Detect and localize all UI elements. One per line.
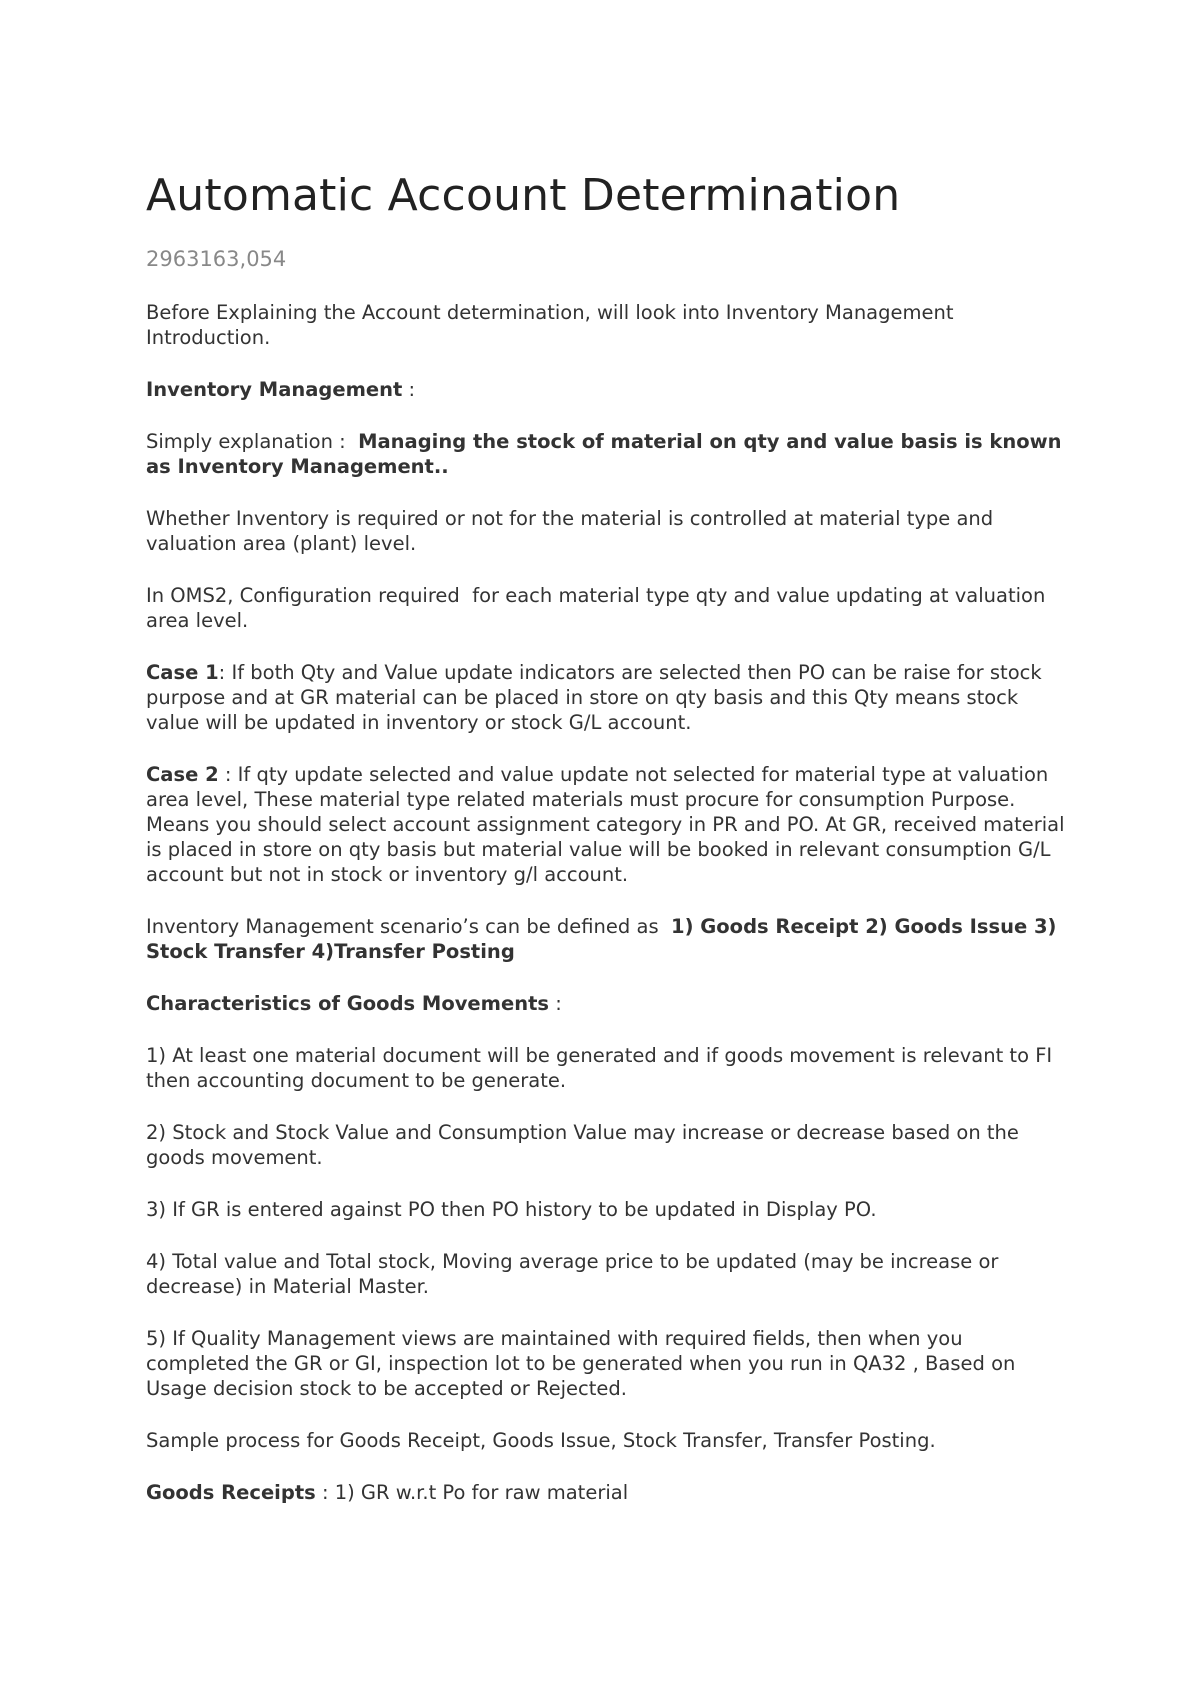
scenarios-paragraph	[146, 914, 1066, 964]
characteristics-suffix: :	[549, 991, 562, 1015]
simple-explanation-bold: Managing the stock of material on qty and value basis is known as Inventory Management..	[146, 429, 1062, 478]
case2-label: Case 2	[146, 762, 219, 786]
goods-receipts-paragraph	[146, 1480, 1066, 1505]
document-page	[146, 170, 1066, 1532]
characteristic-item: 3) If GR is entered against PO then PO history to be updated in Display PO.	[146, 1197, 877, 1221]
characteristics-heading: Characteristics of Goods Movements	[146, 991, 550, 1015]
scenarios-bold: 1) Goods Receipt 2) Goods Issue 3) Stock Transfer 4)Transfer Posting	[146, 914, 1057, 963]
document-number: 2963163,054	[146, 246, 287, 271]
inventory-heading-suffix: :	[402, 377, 416, 401]
goods-receipts-text: : 1) GR w.r.t Po for raw material	[315, 1480, 629, 1504]
characteristic-item: 2) Stock and Stock Value and Consumption Value may increase or decrease based on the goods movement.	[146, 1120, 1019, 1169]
characteristics-heading-paragraph	[146, 991, 1066, 1016]
document-title: Automatic Account Determination	[146, 170, 901, 221]
inventory-heading: Inventory Management	[146, 377, 403, 401]
scenarios-text: Inventory Management scenario’s can be defined as	[146, 914, 671, 938]
characteristic-item: 5) If Quality Management views are maintained with required fields, then when you completed the GR or GI, inspection lot to be generated when you run in QA32 , Based on Usage decision stock to be accepted or Rejected.	[146, 1326, 1016, 1400]
case1-label: Case 1	[146, 660, 219, 684]
case2-text: : If qty update selected and value update not selected for material type at valuation area level, These material type related materials must procure for consumption Purpose. Means you should select account assignment category in PR and PO. At GR, received material is placed in store on qty basis but material value will be booked in relevant consumption G/L account but not in stock or inventory g/l account.	[146, 762, 1065, 886]
case1-paragraph	[146, 660, 1066, 735]
goods-receipts-label: Goods Receipts	[146, 1480, 316, 1504]
sample-process-paragraph: Sample process for Goods Receipt, Goods Issue, Stock Transfer, Transfer Posting.	[146, 1428, 936, 1452]
case2-paragraph	[146, 762, 1066, 887]
simple-explanation-paragraph	[146, 429, 1066, 479]
oms2-paragraph: In OMS2, Configuration required for each material type qty and value updating at valuation area level.	[146, 583, 1052, 632]
simple-explanation-label: Simply explanation :	[146, 429, 359, 453]
inventory-heading-paragraph	[146, 377, 1066, 402]
whether-paragraph: Whether Inventory is required or not for the material is controlled at material type and valuation area (plant) level.	[146, 506, 994, 555]
intro-paragraph: Before Explaining the Account determination, will look into Inventory Management Introduction.	[146, 300, 954, 349]
characteristic-item: 4) Total value and Total stock, Moving average price to be updated (may be increase or decrease) in Material Master.	[146, 1249, 999, 1298]
characteristic-item: 1) At least one material document will be generated and if goods movement is relevant to FI then accounting document to be generate.	[146, 1043, 1053, 1092]
case1-text: : If both Qty and Value update indicators are selected then PO can be raise for stock purpose and at GR material can be placed in store on qty basis and this Qty means stock value will be updated in inventory or stock G/L account.	[146, 660, 1042, 734]
